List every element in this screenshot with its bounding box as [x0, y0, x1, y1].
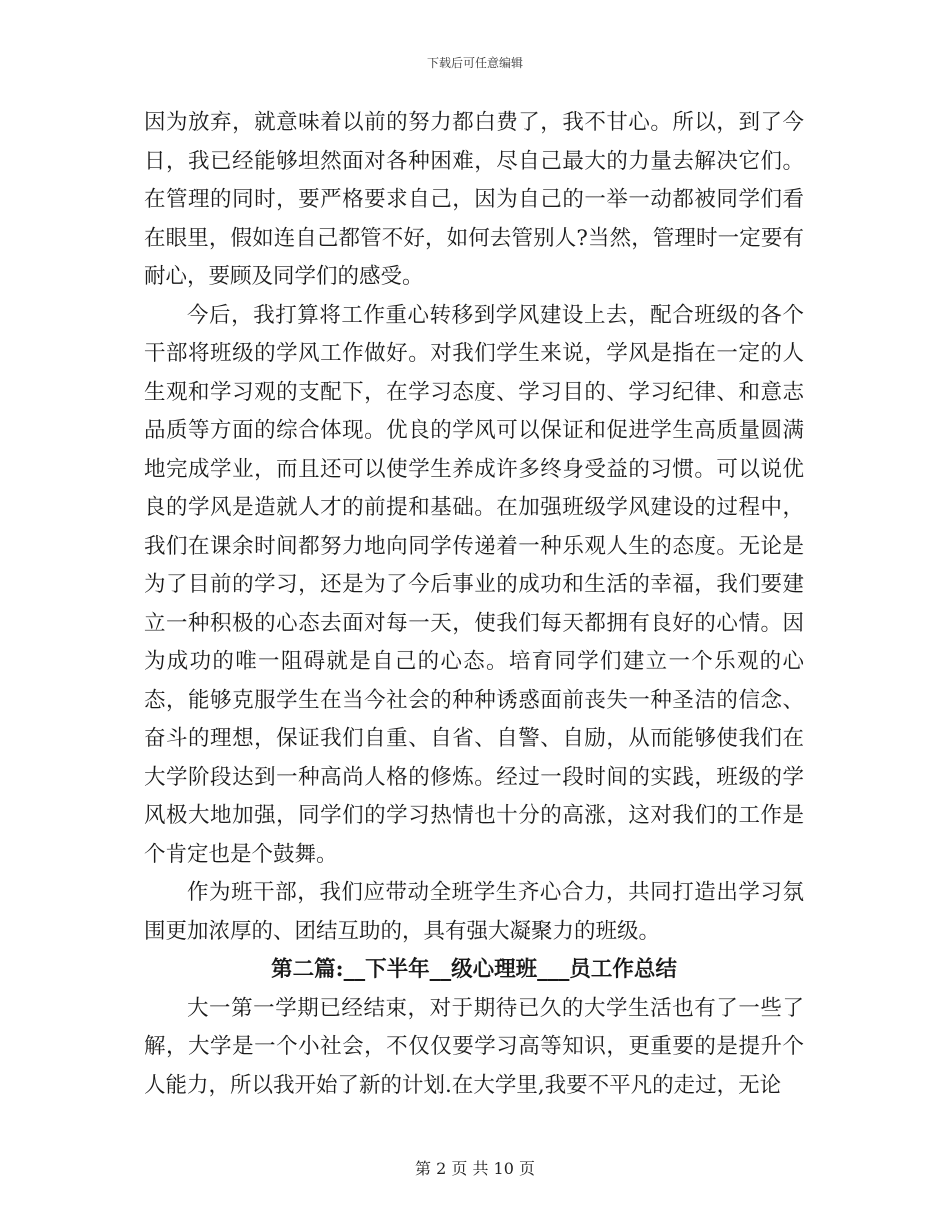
document-body [144, 104, 804, 1105]
paragraph-class-cadre: 作为班干部，我们应带动全班学生齐心合力，共同打造出学习氛围更加浓厚的、团结互助的，具有强大凝聚力的班级。 [144, 880, 804, 944]
paragraph-continued: 因为放弃，就意味着以前的努力都白费了，我不甘心。所以，到了今日，我已经能够坦然面对各种困难，尽自己最大的力量去解决它们。在管理的同时，要严格要求自己，因为自己的一举一动都被同学们看在眼里，假如连自己都管不好，如何去管别人?当然，管理时一定要有耐心，要顾及同学们的感受。 [144, 110, 804, 289]
section-title: 第二篇:__下半年__级心理班___员工作总结 [271, 957, 677, 982]
page-number: 第 2 页 共 10 页 [415, 1159, 535, 1178]
paragraph-study-style: 今后，我打算将工作重心转移到学风建设上去，配合班级的各个干部将班级的学风工作做好。对我们学生来说，学风是指在一定的人生观和学习观的支配下，在学习态度、学习目的、学习纪律、和意志品质等方面的综合体现。优良的学风可以保证和促进学生高质量圆满地完成学业，而且还可以使学生养成许多终身受益的习惯。可以说优良的学风是造就人才的前提和基础。在加强班级学风建设的过程中，我们在课余时间都努力地向同学传递着一种乐观人生的态度。无论是为了目前的学习，还是为了今后事业的成功和生活的幸福，我们要建立一种积极的心态去面对每一天，使我们每天都拥有良好的心情。因为成功的唯一阻碍就是自己的心态。培育同学们建立一个乐观的心态，能够克服学生在当今社会的种种诱惑面前丧失一种圣洁的信念、奋斗的理想，保证我们自重、自省、自警、自励，从而能够使我们在大学阶段达到一种高尚人格的修炼。经过一段时间的实践，班级的学风极大地加强，同学们的学习热情也十分的高涨，这对我们的工作是个肯定也是个鼓舞。 [144, 302, 804, 867]
paragraph-section-two: 大一第一学期已经结束，对于期待已久的大学生活也有了一些了解，大学是一个小社会，不仅仅要学习高等知识，更重要的是提升个人能力，所以我开始了新的计划.在大学里,我要不平凡的走过，无论 [144, 995, 804, 1098]
page-header: 下载后可任意编辑 [426, 56, 523, 70]
